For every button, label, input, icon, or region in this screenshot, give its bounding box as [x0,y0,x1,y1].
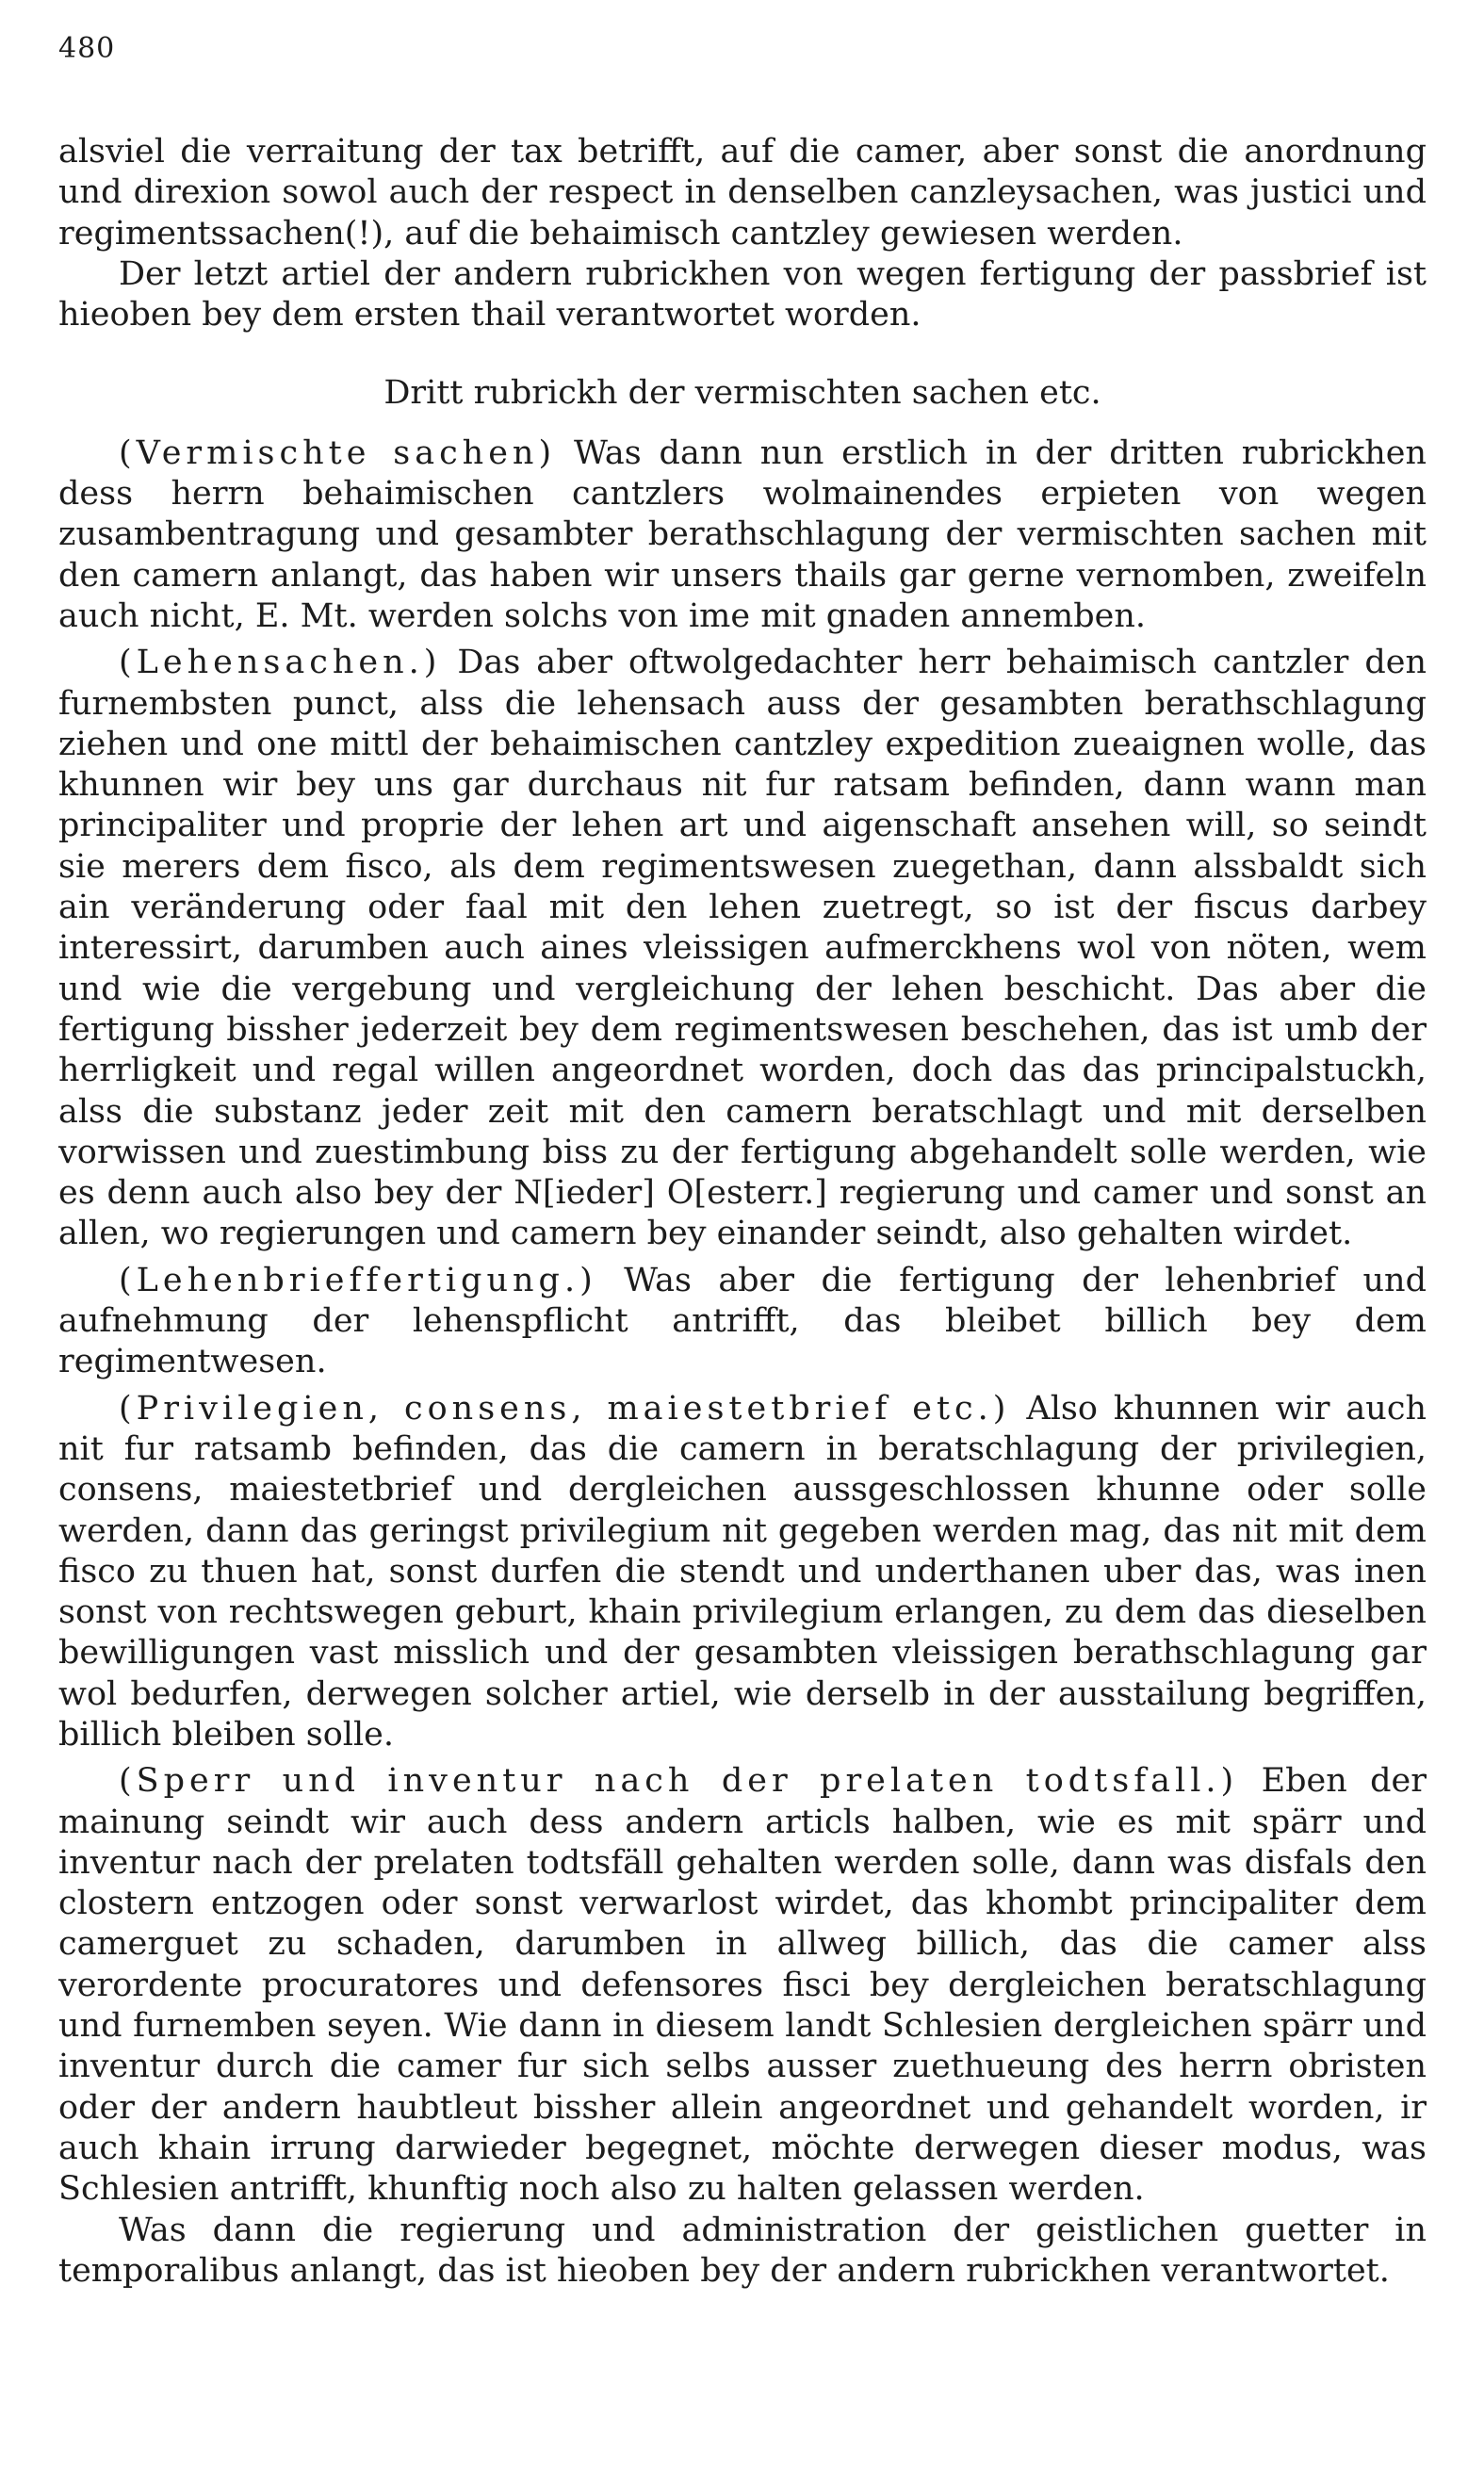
paragraph-vermischte-sachen [58,433,1427,637]
paragraph-text: Also khunnen wir auch nit fur ratsamb befinden, das die camern in beratschlagung der privilegien, consens, maiestetbrief und dergleichen aussgeschlossen khunne oder solle werden, dann das geringst privilegium nit gegeben werden mag, das nit mit dem fisco zu thuen hat, sonst durfen die stendt und underthanen uber das, was inen sonst von rechtswegen geburt, khain privilegium erlangen, zu dem das dieselben bewilligungen vast misslich und der gesambten vleissigen berathschlagung gar wol bedurfen, derwegen solcher artiel, wie derselb in der ausstailung begriffen, billich bleiben solle. [58,1389,1427,1754]
paragraph-text: Was dann nun erstlich in der dritten rubrickhen dess herrn behaimischen cantzlers wolmainendes erpieten von wegen zusambentragung und gesambter berathschlagung der vermischten sachen mit den camern anlangt, das haben wir unsers thails gar gerne vernomben, zweifeln auch nicht, E. Mt. werden solchs von ime mit gnaden annemben. [58,433,1427,635]
paragraph-text: Was aber die fertigung der lehenbrief und aufnehmung der lehenspflicht antrifft, das bleibet billich bey dem regimentwesen. [58,1261,1427,1381]
margin-note: (Privilegien, consens, maiestetbrief etc.) [119,1389,1011,1428]
paragraph-sperr-inventur [58,1761,1427,2210]
paragraph-lehensachen [58,643,1427,1254]
margin-note: (Sperr und inventur nach der prelaten todtsfall.) [119,1762,1239,1801]
paragraph-continuation: alsviel die verraitung der tax betrifft, auf die camer, aber sonst die anordnung und direxion sowol auch der respect in denselben canzleysachen, was justici und regimentssachen(!), auf die behaimisch cantzley gewiesen werden. [58,133,1427,253]
paragraph-privilegien [58,1389,1427,1756]
margin-note: (Lehensachen.) [119,644,442,682]
paragraph-passbrief: Der letzt artiel der andern rubrickhen von wegen fertigung der passbrief ist hieoben bey dem ersten thail verantwortet worden. [58,254,1427,335]
section-heading: Dritt rubrickh der vermischten sachen etc. [383,374,1101,413]
page-number: 480 [58,32,116,65]
margin-note: (Vermischte sachen) [119,433,557,472]
paragraph-lehenbrieffertigung [58,1261,1427,1383]
paragraph-text: Das aber oftwolgedachter herr behaimisch cantzler den furnembsten punct, alss die lehensach auss der gesambten berathschlagung ziehen und one mittl der behaimischen cantzley expedition zueaignen wolle, das khunnen wir bey uns gar durchaus nit fur ratsam befinden, dann wann man principaliter und proprie der lehen art und aigenschaft ansehen will, so seindt sie merers dem fisco, als dem regimentswesen zuegethan, dann alssbaldt sich ain veränderung oder faal mit den lehen zuetregt, so ist der fiscus darbey interessirt, darumben auch aines vleissigen aufmerckhens wol von nöten, wem und wie die vergebung und vergleichung der lehen beschicht. Das aber die fertigung bissher jederzeit bey dem regimentswesen beschehen, das ist umb der herrligkeit und regal willen angeordnet worden, doch das das principalstuckh, alss die substanz jeder zeit mit den camern beratschlagt und mit derselben vorwissen und zuestimbung biss zu der fertigung abgehandelt solle werden, wie es denn auch also bey der N[ieder] O[esterr.] regierung und camer und sonst an allen, wo regierungen und camern bey einander seindt, also gehalten wirdet. [58,644,1427,1253]
paragraph-text: Was dann die regierung und administration der geistlichen guetter in temporalibus anlangt, das ist hieoben bey der andern rubrickhen verantwortet. [58,2211,1427,2290]
body-text [58,132,1427,2292]
margin-note: (Lehenbrieffertigung.) [119,1261,597,1299]
paragraph-text: Eben der mainung seindt wir auch dess andern articls halben, wie es mit spärr und inventur nach der prelaten todtsfäll gehalten werden solle, dann was disfals den clostern entzogen oder sonst verwarlost wirdet, das khombt principaliter dem camerguet zu schaden, darumben in allweg billich, das die camer alss verordente procuratores und defensores fisci bey dergleichen beratschlagung und furnemben seyen. Wie dann in diesem landt Schlesien dergleichen spärr und inventur durch die camer fur sich selbs ausser zuethueung des herrn obristen oder der andern haubtleut bissher allein angeordnet und gehandelt worden, ir auch khain irrung darwieder begegnet, möchte derwegen dieser modus, was Schlesien antrifft, khunftig noch also zu halten gelassen werden. [58,1762,1427,2209]
paragraph-geistliche-guetter [58,2211,1427,2293]
